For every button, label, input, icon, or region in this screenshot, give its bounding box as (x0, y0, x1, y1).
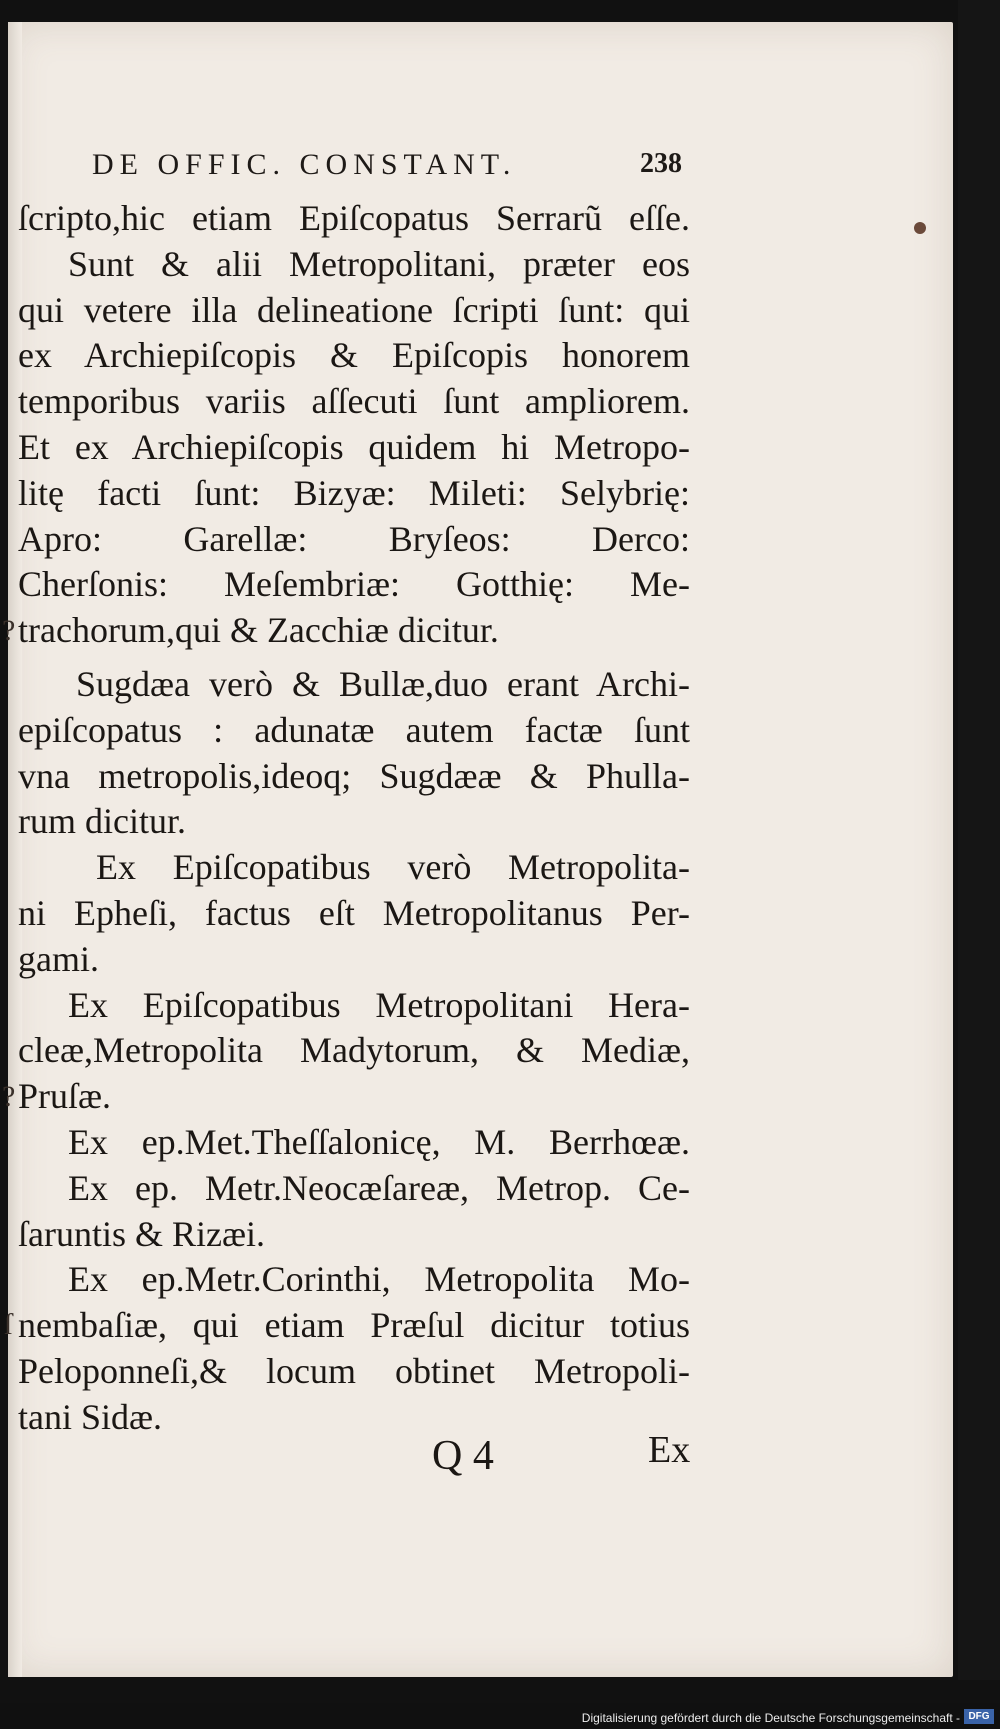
text-line: epiſcopatus : adunatæ autem factæ ſunt (18, 709, 690, 750)
margin-mark: ? (2, 614, 16, 647)
text-line: nembaſiæ, qui etiam Præſul dicitur totius (18, 1305, 690, 1346)
page-number: 238 (640, 148, 682, 179)
text-line: trachorum,qui & Zacchiæ dicitur. (18, 610, 499, 651)
text-line: vna metropolis,ideoq; Sugdææ & Phulla- (18, 755, 690, 796)
running-head: DE OFFIC. CONSTANT. (92, 148, 517, 181)
funding-credit: Digitalisierung gefördert durch die Deutsche Forschungsgemeinschaft - (581, 1711, 960, 1725)
text-line: Ex ep.Met.Theſſalonicę, M. Berrhœæ. (68, 1121, 690, 1162)
text-line: gami. (18, 938, 99, 979)
text-line: Ex ep. Metr.Neocæſareæ, Metrop. Ce- (68, 1167, 690, 1208)
text-line: tani Sidæ. (18, 1396, 163, 1437)
binding-strip (958, 0, 1000, 1680)
text-line: Ex Epiſcopatibus Metropolitani Hera- (68, 984, 690, 1025)
text-line: Sunt & alii Metropolitani, præter eos (68, 243, 690, 284)
text-line: litę facti ſunt: Bizyæ: Mileti: Selybrię: (18, 472, 690, 513)
ink-stain (914, 222, 926, 234)
text-line: rum dicitur. (18, 801, 186, 842)
margin-mark: ? (2, 1080, 16, 1113)
body-text (18, 196, 690, 1441)
text-line: ex Archiepiſcopis & Epiſcopis honorem (18, 335, 690, 376)
text-line: Ex Epiſcopatibus verò Metropolita- (96, 847, 690, 888)
margin-mark: ſ (4, 1308, 13, 1341)
text-line: temporibus variis aſſecuti ſunt ampliorem. (18, 381, 690, 422)
text-line: Peloponneſi,& locum obtinet Metropoli- (18, 1350, 690, 1391)
text-line: Cherſonis: Meſembriæ: Gotthię: Me- (18, 564, 690, 605)
text-line: qui vetere illa delineatione ſcripti ſunt: qui (18, 289, 690, 330)
text-line: Ex ep.Metr.Corinthi, Metropolita Mo- (68, 1259, 690, 1300)
text-line: ſaruntis & Rizæi. (18, 1213, 265, 1254)
catchword: Ex (648, 1429, 691, 1471)
text-line: cleæ,Metropolita Madytorum, & Mediæ, (18, 1030, 690, 1071)
text-line: Pruſæ. (18, 1076, 112, 1117)
signature-mark: Q 4 (432, 1433, 494, 1479)
text-line: ſcripto,hic etiam Epiſcopatus Serrarũ eſſe. (18, 198, 690, 238)
text-line: Apro: Garellæ: Bryſeos: Derco: (18, 518, 690, 559)
text-line: Sugdæa verò & Bullæ,duo erant Archi- (76, 663, 690, 704)
dfg-logo: DFG (964, 1709, 994, 1724)
text-line: Et ex Archiepiſcopis quidem hi Metropo- (18, 426, 690, 467)
text-line: ni Epheſi, factus eſt Metropolitanus Per- (18, 892, 690, 933)
